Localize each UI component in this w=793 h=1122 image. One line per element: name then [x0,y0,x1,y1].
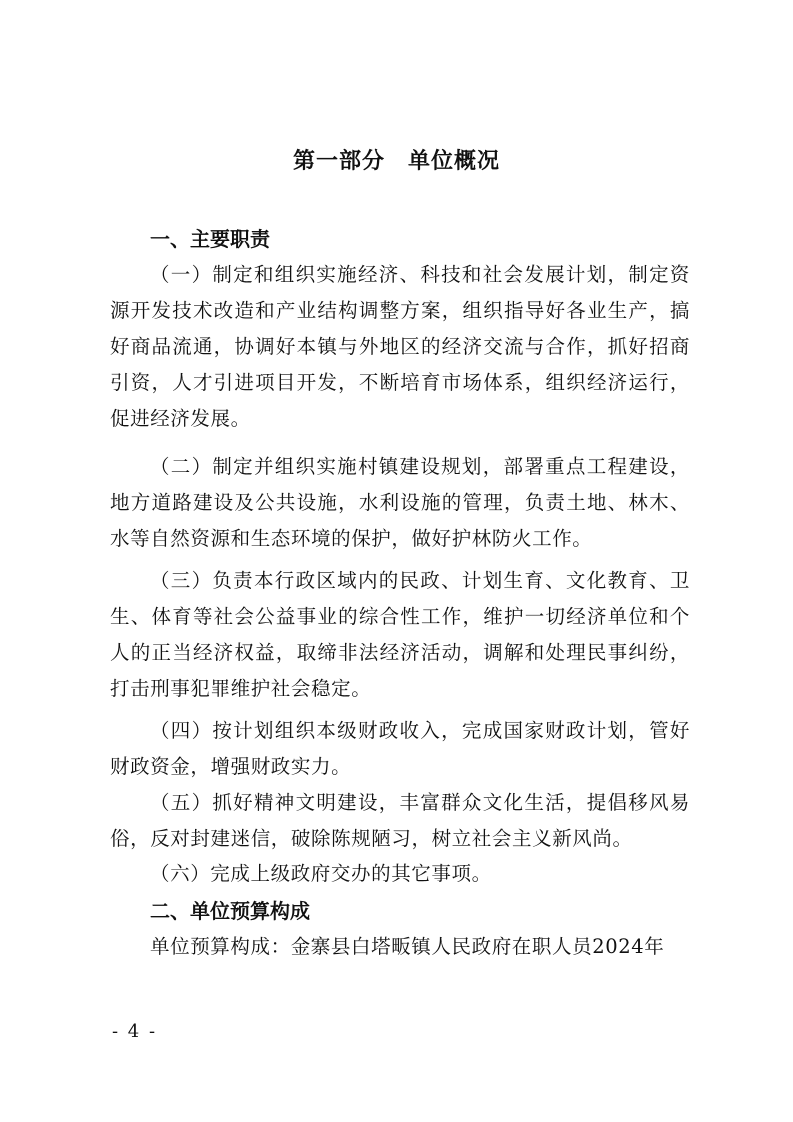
section-heading-main-duties: 一、主要职责 [150,227,270,251]
duty-paragraph-3: （三）负责本行政区域内的民政、计划生育、文化教育、卫生、体育等社会公益事业的综合性工作，维护一切经济单位和个人的正当经济权益，取缔非法经济活动，调解和处理民事纠纷，打击刑事犯罪维护社会稳定。 [110,569,690,700]
duty-paragraph-1: （一）制定和组织实施经济、科技和社会发展计划，制定资源开发技术改造和产业结构调整方案，组织指导好各业生产，搞好商品流通，协调好本镇与外地区的经济交流与合作，抓好招商引资，人才引进项目开发，不断培育市场体系，组织经济运行，促进经济发展。 [110,263,690,430]
budget-paragraph: 单位预算构成：金寨县白塔畈镇人民政府在职人员2024年 [150,935,665,958]
duty-paragraph-2: （二）制定并组织实施村镇建设规划，部署重点工程建设，地方道路建设及公共设施，水利设施的管理，负责土地、林木、水等自然资源和生态环境的保护，做好护林防火工作。 [110,455,690,550]
page-title: 第一部分 单位概况 [292,149,500,174]
page-number: - 4 - [112,1021,158,1042]
duty-paragraph-4: （四）按计划组织本级财政收入，完成国家财政计划，管好财政资金，增强财政实力。 [110,719,690,778]
duty-paragraph-6: （六）完成上级政府交办的其它事项。 [150,862,492,885]
section-heading-budget-composition: 二、单位预算构成 [150,899,310,923]
duty-paragraph-5: （五）抓好精神文明建设，丰富群众文化生活，提倡移风易俗，反对封建迷信，破除陈规陋习，树立社会主义新风尚。 [110,791,690,850]
